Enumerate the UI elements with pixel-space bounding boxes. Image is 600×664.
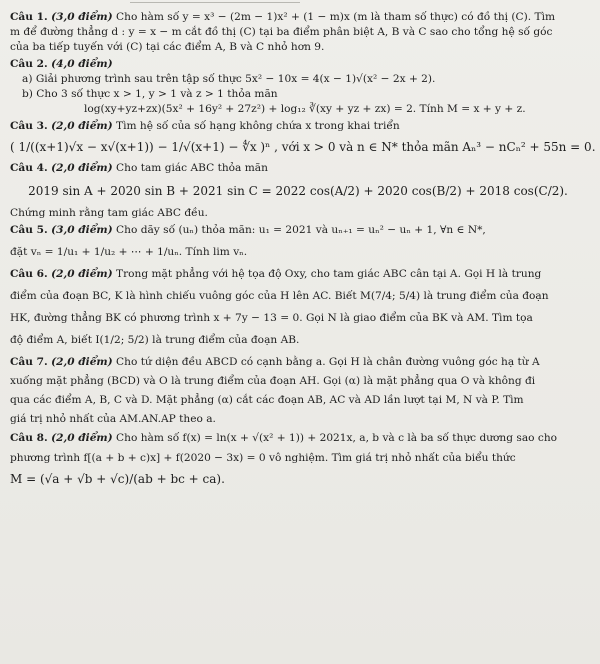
q2-part-b-1: b) Cho 3 số thực x > 1, y > 1 và z > 1 thỏa mãn — [22, 87, 278, 100]
q1-head: Câu 1. — [10, 11, 48, 23]
question-8 — [10, 432, 586, 488]
q5-head: Câu 5. — [10, 224, 48, 237]
q8-line-3: M = (√a + √b + √c)/(ab + bc + ca). — [10, 471, 225, 486]
q7-points: (2,0 điểm) — [51, 356, 113, 369]
q7-line-3: qua các điểm A, B, C và D. Mặt phẳng (α) cắt các đoạn AB, AC và AD lần lượt tại M, N và P. Tìm — [10, 394, 524, 407]
q1-line-2: m để đường thẳng d : y = x − m cắt đồ thị (C) tại ba điểm phân biệt A, B và C sao cho tổng hệ số góc — [10, 25, 553, 38]
q6-line-2: điểm của đoạn BC, K là hình chiếu vuông góc của H lên AC. Biết M(7/4; 5/4) là trung điểm của đoạn — [10, 290, 549, 303]
question-4 — [10, 162, 586, 222]
q1-points: (3,0 điểm) — [51, 11, 113, 23]
q5-line-2: đặt vₙ = 1/u₁ + 1/u₂ + ⋯ + 1/uₙ. Tính lim vₙ. — [10, 246, 248, 259]
q3-expression: ( 1/((x+1)√x − x√(x+1)) − 1/√(x+1) − ∜x )ⁿ , với x > 0 và n ∈ N* thỏa mãn Aₙ³ − nCₙ² + 55n = 0. — [10, 139, 596, 154]
q3-head: Câu 3. — [10, 119, 48, 132]
q5-points: (3,0 điểm) — [51, 224, 113, 237]
q6-points: (2,0 điểm) — [51, 268, 113, 281]
question-2 — [10, 58, 586, 117]
question-6 — [10, 268, 586, 348]
q7-line-1: Cho tứ diện đều ABCD có cạnh bằng a. Gọi H là chân đường vuông góc hạ từ A — [116, 356, 540, 369]
q6-line-1: Trong mặt phẳng với hệ tọa độ Oxy, cho tam giác ABC cân tại A. Gọi H là trung — [116, 268, 542, 281]
q4-equation: 2019 sin A + 2020 sin B + 2021 sin C = 2022 cos(A/2) + 2020 cos(B/2) + 2018 cos(C/2). — [28, 183, 568, 198]
q2-head: Câu 2. — [10, 57, 48, 70]
q1-line-1: Cho hàm số y = x³ − (2m − 1)x² + (1 − m)x (m là tham số thực) có đồ thị (C). Tìm — [116, 11, 556, 23]
q6-line-3: HK, đường thẳng BK có phương trình x + 7y − 13 = 0. Gọi N là giao điểm của BK và AM. Tìm tọa — [10, 312, 533, 325]
q2-part-a: a) Giải phương trình sau trên tập số thực 5x² − 10x = 4(x − 1)√(x² − 2x + 2). — [22, 72, 436, 85]
q3-line-1: Tìm hệ số của số hạng không chứa x trong khai triển — [116, 119, 400, 132]
question-3 — [10, 119, 596, 156]
q2-part-b-2: log(xy+yz+zx)(5x² + 16y² + 27z²) + log₁₂ ∛(xy + yz + zx) = 2. Tính M = x + y + z. — [84, 102, 526, 115]
q8-line-2: phương trình f[(a + b + c)x] + f(2020 − 3x) = 0 vô nghiệm. Tìm giá trị nhỏ nhất của biểu thức — [10, 452, 516, 464]
q7-head: Câu 7. — [10, 356, 48, 369]
q5-line-1: Cho dãy số (uₙ) thỏa mãn: u₁ = 2021 và uₙ₊₁ = uₙ² − uₙ + 1, ∀n ∈ N*, — [116, 224, 486, 237]
question-5 — [10, 224, 586, 260]
q8-points: (2,0 điểm) — [51, 432, 113, 445]
q4-line-2: Chứng minh rằng tam giác ABC đều. — [10, 207, 208, 220]
q7-line-4: giá trị nhỏ nhất của AM.AN.AP theo a. — [10, 413, 216, 426]
q4-points: (2,0 điểm) — [51, 161, 113, 174]
q4-head: Câu 4. — [10, 161, 48, 174]
q3-points: (2,0 điểm) — [51, 119, 113, 132]
q6-line-4: độ điểm A, biết I(1/2; 5/2) là trung điểm của đoạn AB. — [10, 334, 300, 347]
q4-line-1: Cho tam giác ABC thỏa mãn — [116, 161, 268, 174]
q6-head: Câu 6. — [10, 268, 48, 281]
q2-points: (4,0 điểm) — [51, 57, 113, 70]
q7-line-2: xuống mặt phẳng (BCD) và O là trung điểm của đoạn AH. Gọi (α) là mặt phẳng qua O và không đi — [10, 375, 536, 388]
question-1 — [10, 11, 586, 55]
question-7 — [10, 356, 586, 427]
q8-line-1: Cho hàm số f(x) = ln(x + √(x² + 1)) + 2021x, a, b và c là ba số thực dương sao cho — [116, 432, 558, 445]
q8-head: Câu 8. — [10, 432, 48, 445]
top-rule — [130, 2, 300, 7]
q1-line-3: của ba tiếp tuyến với (C) tại các điểm A, B và C nhỏ hơn 9. — [10, 40, 325, 53]
